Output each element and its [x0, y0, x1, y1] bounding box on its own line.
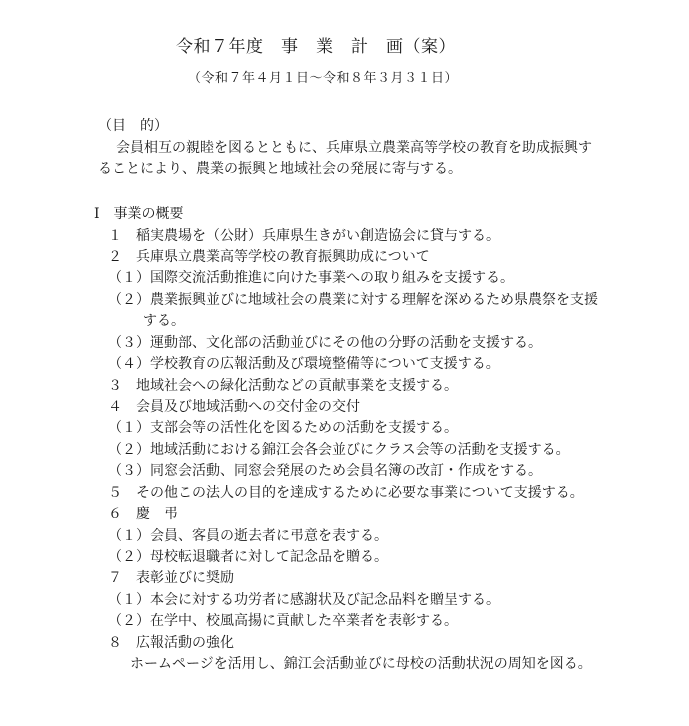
item-2: ２ 兵庫県立農業高等学校の教育振興助成について: [108, 249, 430, 265]
item-2-1: （１）国際交流活動推進に向けた事業への取り組みを支援する。: [108, 270, 514, 286]
item-6: ６ 慶 弔: [108, 506, 178, 522]
item-8: ８ 広報活動の強化: [108, 635, 234, 651]
item-2-2: （２）農業振興並びに地域社会の農業に対する理解を深めるため県農祭を支援: [108, 292, 598, 308]
item-5: ５ その他この法人の目的を達成するために必要な事業について支援する。: [108, 485, 584, 501]
item-4: ４ 会員及び地域活動への交付金の交付: [108, 399, 360, 415]
item-8-detail: ホームページを活用し、錦江会活動並びに母校の活動状況の周知を図る。: [130, 656, 592, 672]
item-1: １ 稲実農場を（公財）兵庫県生きがい創造協会に貸与する。: [108, 228, 500, 244]
item-4-1: （１）支部会等の活性化を図るための活動を支援する。: [108, 420, 458, 436]
purpose-line-1: 会員相互の親睦を図るとともに、兵庫県立農業高等学校の教育を助成振興す: [116, 140, 592, 156]
item-2-3: （３）運動部、文化部の活動並びにその他の分野の活動を支援する。: [108, 335, 542, 351]
item-4-2: （２）地域活動における錦江会各会並びにクラス会等の活動を支援する。: [108, 442, 570, 458]
item-3: ３ 地域社会への緑化活動などの貢献事業を支援する。: [108, 378, 458, 394]
section-heading: Ⅰ 事業の概要: [94, 206, 184, 222]
item-6-2: （２）母校転退職者に対して記念品を贈る。: [108, 549, 388, 565]
item-2-2-cont: する。: [143, 313, 185, 329]
purpose-line-2: ることにより、農業の振興と地域社会の発展に寄与する。: [98, 161, 462, 177]
document-period: （令和７年４月１日～令和８年３月３１日）: [188, 71, 459, 86]
item-7: ７ 表彰並びに奨励: [108, 570, 234, 586]
item-4-3: （３）同窓会活動、同窓会発展のため会員名簿の改訂・作成をする。: [108, 463, 542, 479]
item-6-1: （１）会員、客員の逝去者に弔意を表する。: [108, 528, 388, 544]
item-2-4: （４）学校教育の広報活動及び環境整備等について支援する。: [108, 356, 500, 372]
item-7-1: （１）本会に対する功労者に感謝状及び記念品料を贈呈する。: [108, 592, 500, 608]
item-7-2: （２）在学中、校風高揚に貢献した卒業者を表彰する。: [108, 613, 458, 629]
document-title: 令和７年度 事 業 計 画（案）: [176, 37, 456, 57]
purpose-heading: （目 的）: [98, 118, 168, 134]
